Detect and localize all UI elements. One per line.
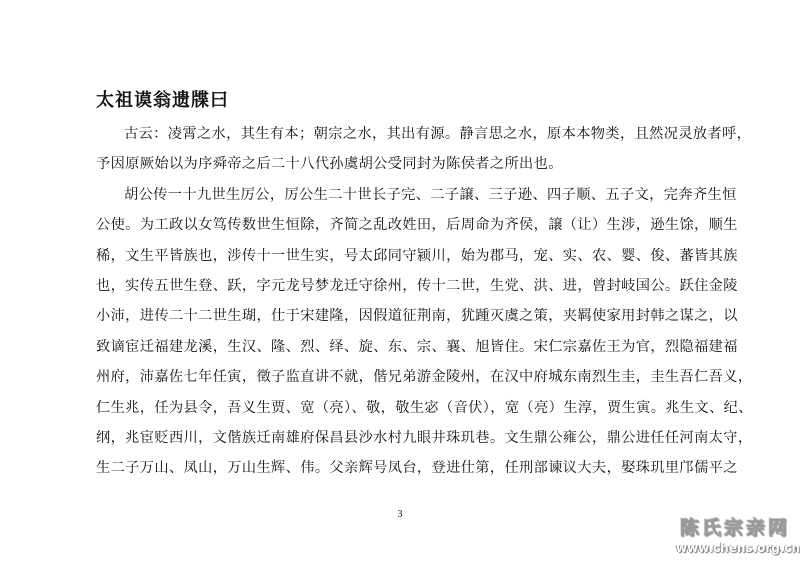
text-line: 也，实传五世生登、跃，字元龙号梦龙迁守徐州，传十二世，生党、洪、进，曾封岐国公。跃住金陵 [96,277,738,294]
text-line: 公使。为工政以女笃传数世生恒除，齐简之乱改姓田，后周命为齐侯，譲（让）生涉，逊生馀，顺生 [96,217,738,234]
text-line: 生二子万山、凤山，万山生辉、伟。父亲辉号凤台，登进仕第，任刑部谏议大夫，娶珠玑里邝儒平之 [96,460,738,477]
watermark-title: 陈氏宗亲网 [679,517,790,539]
site-watermark [676,516,800,562]
text-line: 古云：凌霄之水，其生有本；朝宗之水，其出有源。静言思之水，原本本物类，且然况灵放者呼， [124,126,752,142]
text-line: 仁生兆，任为县令，吾义生贾、宽（亮）、敬，敬生宓（音伏），宽（亮）生淳，贾生寅。兆生文、纪、 [96,399,753,416]
text-line: 稀，文生平皆族也，涉传十一世生实，号太邱同守颍川，始为郡马，宠、实、农、婴、俊、蕃皆其族 [96,247,738,264]
page-number: 3 [397,509,403,520]
document-heading: 太祖谟翁遗牒曰 [96,90,229,111]
text-line: 小沛，进传二十二世生瑚，仕于宋建隆，因假道征荆南，犹踵灭虞之策，夹羁使家用封韩之谋之，以 [96,308,738,325]
watermark-url: www.chens.org.cn [676,541,800,555]
text-line: 致谪宦迁福建龙溪，生汉、隆、烈、绎、旋、东、宗、襄、旭皆住。宋仁宗嘉佐王为官，烈隐福建福 [96,338,738,355]
text-line: 州府，沛嘉佐七年任寅，徵子监直讲不就，偕兄弟游金陵州，在汉中府城东南烈生圭，圭生吾仁吾义， [96,369,753,386]
text-line: 予因原厥始以为序舜帝之后二十八代孙虞胡公受同封为陈侯者之所出也。 [96,156,563,173]
text-line: 胡公传一十九世生厉公，厉公生二十世长子完、二子譲、三子逊、四子顺、五子文，完奔齐生恒 [124,186,737,203]
document-body [96,119,756,484]
text-line: 纲，兆宦贬西川，文偕族迁南雄府保昌县沙水村九眼井珠玑巷。文生鼎公雍公，鼎公进任任河南太守， [96,429,753,446]
